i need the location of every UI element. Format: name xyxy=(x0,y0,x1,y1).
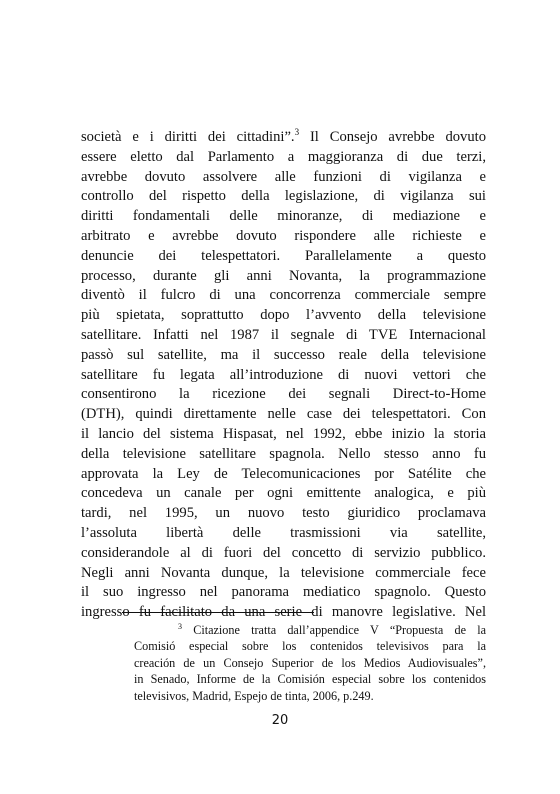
body-line: diritti fondamentali delle minoranze, di mediazione e xyxy=(81,208,486,225)
body-line: più spietata, soprattutto dopo l’avvento della televisione xyxy=(81,307,486,324)
footnote-line: in Senado, Informe de la Comisión especial sobre los contenidos xyxy=(134,672,486,687)
body-line: passò sul satellite, ma il successo reale della televisione xyxy=(81,346,486,363)
body-line: satellitare fu legata all’introduzione di nuovi vettori che xyxy=(81,366,486,383)
footnote-separator xyxy=(122,612,314,613)
body-line: l’assoluta libertà delle trasmissioni via satellite, xyxy=(81,524,486,541)
body-line: ingresso fu facilitato da una serie di manovre legislative. Nel xyxy=(81,604,486,621)
body-line: processo, durante gli anni Novanta, la programmazione xyxy=(81,267,486,284)
body-line: (DTH), quindi direttamente nelle case dei telespettatori. Con xyxy=(81,406,486,423)
body-line: considerandole al di fuori del concetto di servizio pubblico. xyxy=(81,544,486,561)
body-line-1-text: società e i diritti dei cittadini”. xyxy=(81,129,295,145)
body-line: arbitrato e avrebbe dovuto rispondere alle richieste e xyxy=(81,227,486,244)
body-line: avrebbe dovuto assolvere alle funzioni di vigilanza e xyxy=(81,168,486,185)
body-paragraph xyxy=(81,128,486,623)
body-line: Negli anni Novanta dunque, la televisione commerciale fece xyxy=(81,564,486,581)
footnote xyxy=(134,622,486,704)
body-line-1-continuation: Il Consejo avrebbe dovuto xyxy=(299,129,486,145)
body-line: controllo del rispetto della legislazione, di vigilanza sui xyxy=(81,188,486,205)
body-line: tardi, nel 1995, un nuovo testo giuridico proclamava xyxy=(81,505,486,522)
footnote-line-1 xyxy=(134,622,486,638)
body-line: il suo ingresso nel panorama mediatico spagnolo. Questo xyxy=(81,584,486,601)
footnote-line: creación de un Consejo Superior de los Medios Audiovisuales”, xyxy=(134,655,486,670)
body-line: diventò il fulcro di una concorrenza commerciale sempre xyxy=(81,287,486,304)
body-line: approvata la Ley de Telecomunicaciones por Satélite che xyxy=(81,465,486,482)
page-number: 20 xyxy=(271,713,289,728)
body-line: della televisione satellitare spagnola. Nello stesso anno fu xyxy=(81,445,486,462)
footnote-number: 3 xyxy=(178,621,182,631)
body-line: denuncie dei telespettatori. Parallelamente a questo xyxy=(81,247,486,264)
body-line: essere eletto dal Parlamento a maggioranza di due terzi, xyxy=(81,148,486,165)
footnote-line: televisivos, Madrid, Espejo de tinta, 2006, p.249. xyxy=(134,688,374,703)
footnote-line-1-text: Citazione tratta dall’appendice V “Propuesta de la xyxy=(182,623,486,637)
footnote-line: Comisió especial sobre los contenidos televisivos para la xyxy=(134,639,486,654)
body-line-1 xyxy=(81,128,486,148)
footnote-reference[interactable]: 3 xyxy=(294,127,300,138)
body-line: satellitare. Infatti nel 1987 il segnale di TVE Internacional xyxy=(81,326,486,343)
body-line: il lancio del sistema Hispasat, nel 1992, ebbe inizio la storia xyxy=(81,425,486,442)
body-line: concedeva un canale per ogni emittente analogica, e più xyxy=(81,485,486,502)
body-line: consentirono la ricezione dei segnali Direct-to-Home xyxy=(81,386,486,403)
